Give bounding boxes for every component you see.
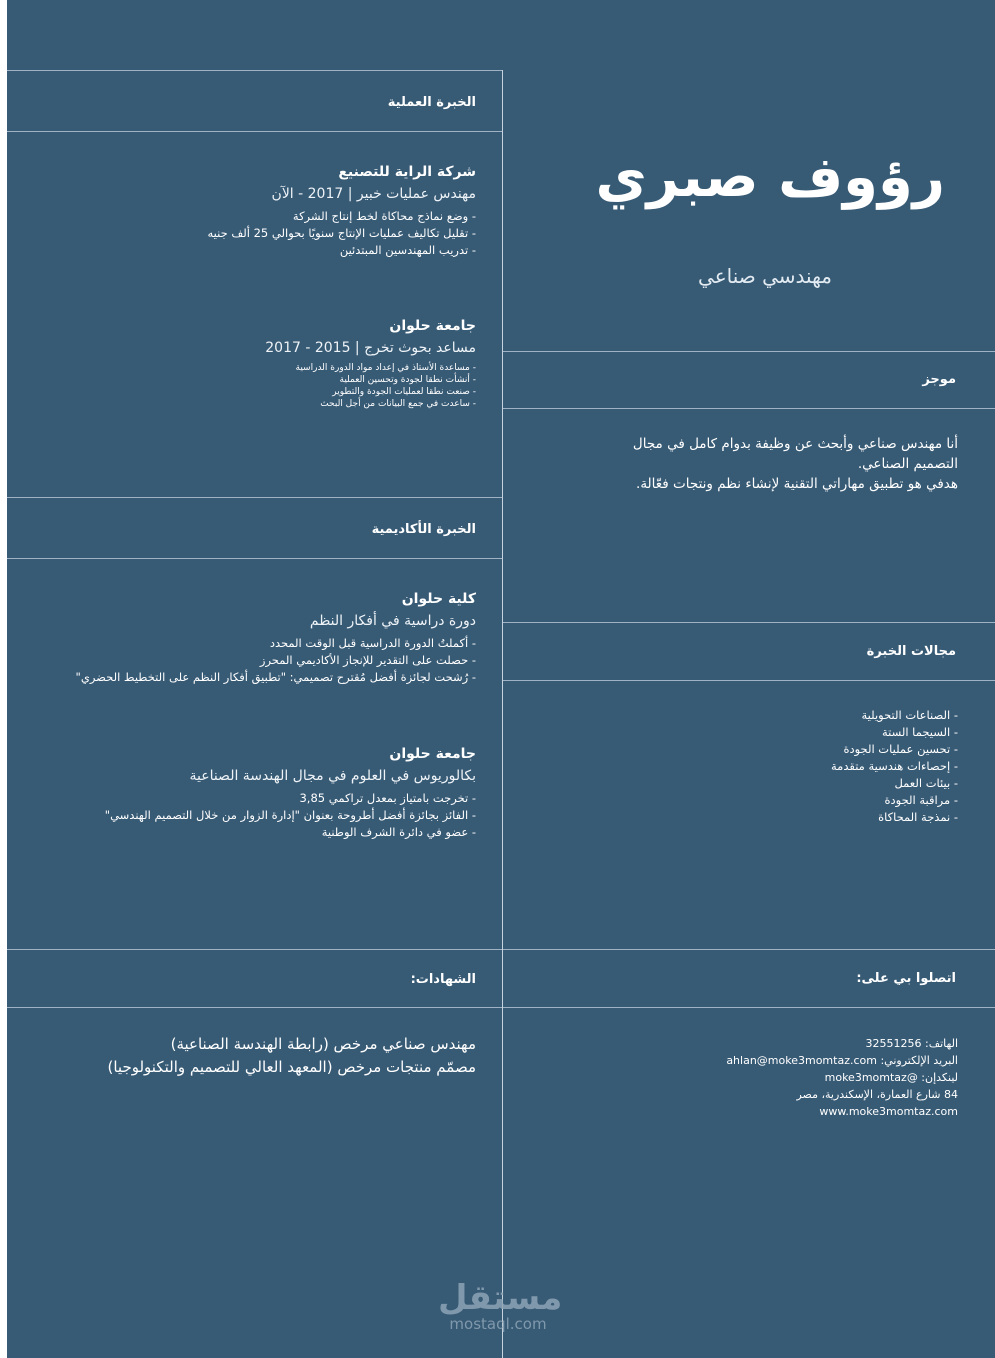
academic-heading: الخبرة الأكاديمية — [371, 522, 476, 537]
work-heading-rule — [7, 131, 502, 132]
certificates-heading-rule — [7, 1007, 502, 1008]
list-item: - إحصاءات هندسية متقدمة — [831, 759, 958, 773]
list-item: - السيجما الستة — [881, 725, 958, 739]
candidate-name: رؤوف صبري — [595, 145, 945, 210]
academic-position: دورة دراسية في أفكار النظم — [309, 613, 476, 629]
list-item: - وضع نماذج محاكاة لخط إنتاج الشركة — [292, 209, 476, 223]
list-item: - الصناعات التحويلية — [861, 708, 958, 722]
academic-top-rule — [7, 497, 502, 498]
job-organization: جامعة حلوان — [389, 318, 476, 334]
list-item: - صنعت نطقا لعمليات الجودة والتطوير — [332, 387, 476, 397]
job-position: مهندس عمليات خبير | 2017 - الآن — [271, 186, 476, 202]
list-item: - بيئات العمل — [894, 776, 958, 790]
contact-details — [578, 1035, 958, 1120]
expertise-top-rule — [503, 622, 995, 623]
summary-top-rule — [503, 351, 995, 352]
contact-email[interactable]: البريد الإلكتروني: ahlan@moke3momtaz.com — [726, 1054, 958, 1067]
contact-top-rule — [503, 949, 995, 950]
summary-line: هدفي هو تطبيق مهاراتي التقنية لإنشاء نظم ونتجات فعّالة. — [636, 476, 958, 492]
contact-linkedin[interactable]: لينكدإن: @moke3momtaz — [824, 1071, 958, 1084]
list-item: - تخرجت بامتياز بمعدل تراكمي 3,85 — [299, 791, 476, 805]
expertise-heading-rule — [503, 680, 995, 681]
contact-address: 84 شارع العمارة، الإسكندرية، مصر — [796, 1088, 958, 1101]
watermark-domain: mostaql.com — [449, 1315, 547, 1333]
job-position: مساعد بحوث تخرج | 2015 - 2017 — [265, 340, 476, 356]
list-item: - تحسين عمليات الجودة — [843, 742, 958, 756]
work-heading: الخبرة العملية — [387, 95, 476, 110]
summary-heading: موجز — [922, 372, 956, 387]
certificates-top-rule — [7, 949, 502, 950]
academic-heading-rule — [7, 558, 502, 559]
list-item: - حصلت على التقدير للإنجاز الأكاديمي المحرز — [259, 653, 476, 667]
work-job-2 — [56, 318, 476, 410]
list-item: - مراقبة الجودة — [884, 793, 958, 807]
list-item: - مساعدة الأستاذ في إعداد مواد الدورة الدراسية — [295, 363, 476, 373]
academic-bullets — [36, 790, 476, 841]
list-item: - ساعدت في جمع البيانات من أجل البحث — [320, 399, 476, 409]
list-item: - تقليل تكاليف عمليات الإنتاج سنويًا بحوالي 25 ألف جنيه — [207, 226, 476, 240]
watermark — [438, 1278, 563, 1333]
job-organization: شركة الراية للتصنيع — [338, 164, 476, 180]
certificates-heading: الشهادات: — [410, 972, 476, 987]
left-column-top-border — [7, 70, 503, 71]
work-job-1 — [56, 164, 476, 259]
certificate-item: مصمّم منتجات مرخص (المعهد العالي للتصميم والتكنولوجيا) — [107, 1058, 476, 1076]
academic-organization: كلية حلوان — [401, 591, 476, 607]
job-bullets — [56, 208, 476, 259]
list-item: - نمذجة المحاكاة — [878, 810, 958, 824]
job-bullets — [56, 362, 476, 410]
summary-line: التصميم الصناعي. — [857, 456, 958, 472]
contact-heading-rule — [503, 1007, 995, 1008]
expertise-list — [658, 707, 958, 826]
watermark-logo: مستقل — [438, 1278, 563, 1318]
expertise-heading: مجالات الخبرة — [866, 644, 956, 659]
academic-organization: جامعة حلوان — [389, 746, 476, 762]
list-item: - الفائز بجائزة أفضل أطروحة بعنوان "إدارة الزوار من خلال التصميم الهندسي" — [104, 808, 476, 822]
list-item: - أكملتُ الدورة الدراسية قبل الوقت المحدد — [269, 636, 476, 650]
list-item: - أنشأت نطقا لجودة وتحسين العملية — [339, 375, 476, 385]
academic-bullets — [36, 635, 476, 686]
summary-text — [558, 434, 958, 494]
list-item: - عضو في دائرة الشرف الوطنية — [321, 825, 476, 839]
certificates-list — [26, 1033, 476, 1079]
certificate-item: مهندس صناعي مرخص (رابطة الهندسة الصناعية) — [170, 1035, 476, 1053]
column-divider — [502, 70, 503, 1358]
list-item: - رُشحت لجائزة أفضل مُقترح تصميمي: "تطبيق أفكار النظم على التخطيط الحضري" — [75, 670, 476, 684]
academic-item-1 — [36, 591, 476, 686]
contact-phone: الهاتف: 32551256 — [865, 1037, 958, 1050]
academic-position: بكالوريوس في العلوم في مجال الهندسة الصناعية — [189, 768, 476, 784]
contact-heading: اتصلوا بي على: — [856, 971, 956, 986]
candidate-title: مهندسي صناعي — [698, 264, 832, 288]
summary-line: أنا مهندس صناعي وأبحث عن وظيفة بدوام كامل في مجال — [632, 436, 958, 452]
academic-item-2 — [36, 746, 476, 841]
list-item: - تدريب المهندسين المبتدئين — [339, 243, 476, 257]
contact-website[interactable]: www.moke3momtaz.com — [819, 1105, 958, 1118]
summary-heading-rule — [503, 408, 995, 409]
